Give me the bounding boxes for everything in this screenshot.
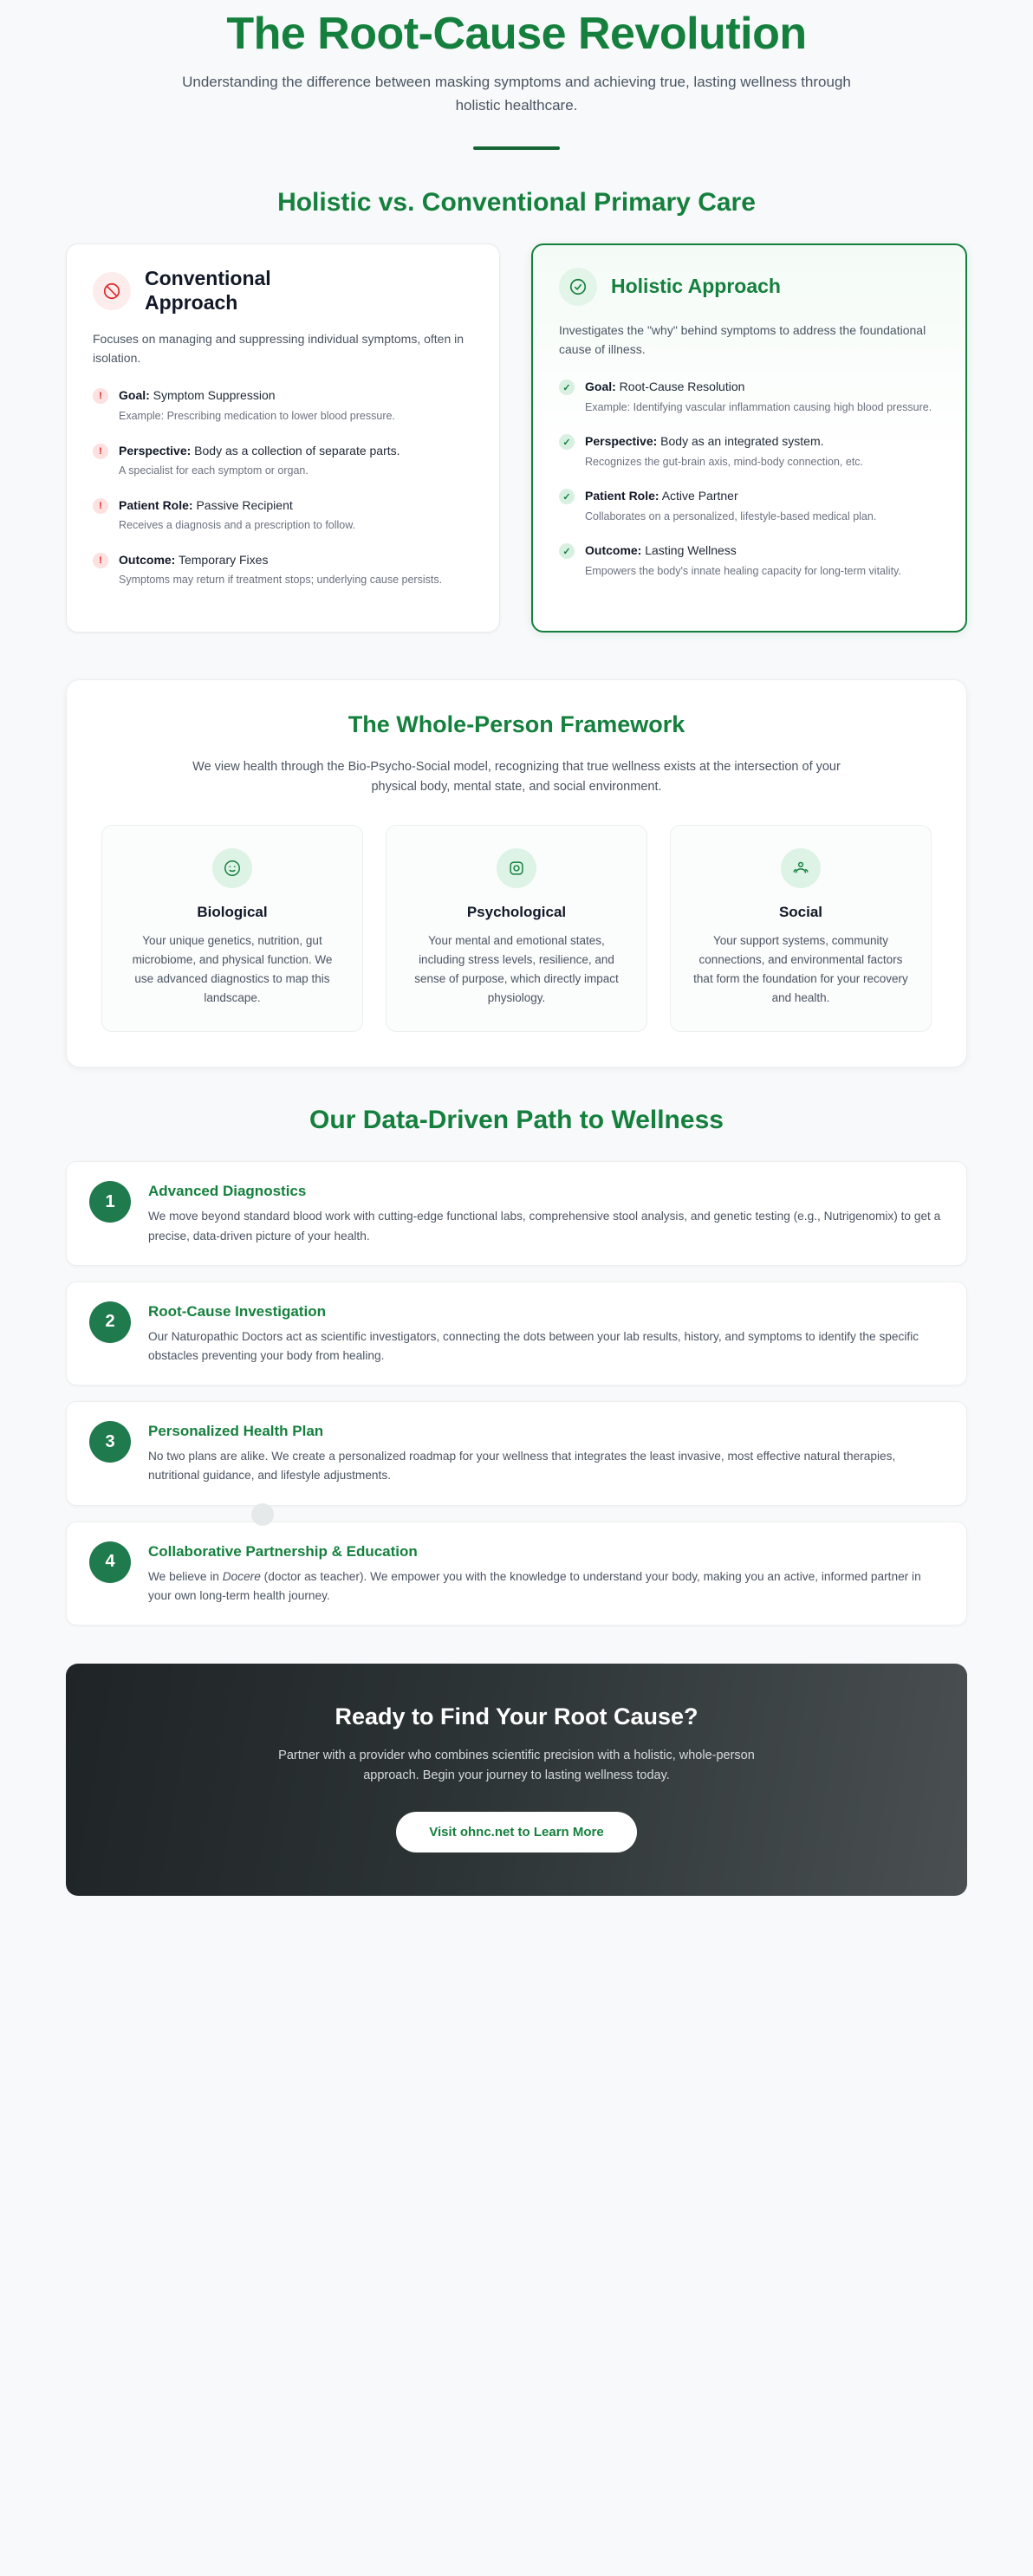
alert-icon: ! xyxy=(93,444,108,459)
step-text-after: (doctor as teacher). We empower you with the knowledge to understand your body, making you an active, informed partner in your own long-term health journey. xyxy=(148,1569,921,1602)
point-subtext: Recognizes the gut-brain axis, mind-body connection, etc. xyxy=(585,455,864,468)
point-value: Temporary Fixes xyxy=(178,552,269,567)
list-item xyxy=(559,542,939,579)
page-title: The Root-Cause Revolution xyxy=(226,9,807,59)
conventional-card-title: Conventional Approach xyxy=(145,266,271,314)
point-value: Active Partner xyxy=(661,489,738,503)
point-subtext: A specialist for each symptom or organ. xyxy=(119,464,309,477)
framework-panel xyxy=(66,679,967,1068)
decorative-dot xyxy=(251,1503,274,1526)
framework-column-text: Your support systems, community connections, and environmental factors that form the foundation for your recovery and health. xyxy=(693,934,908,1004)
list-item xyxy=(66,1522,967,1625)
point-value: Body as an integrated system. xyxy=(660,434,824,449)
framework-title: The Whole-Person Framework xyxy=(348,711,685,737)
list-item xyxy=(66,1282,967,1385)
holistic-card-intro: Investigates the "why" behind symptoms to address the foundational cause of illness. xyxy=(559,322,926,356)
path-heading: Our Data-Driven Path to Wellness xyxy=(309,1106,724,1135)
conventional-approach-card xyxy=(66,243,500,633)
step-number: 3 xyxy=(89,1421,131,1463)
comparison-cards xyxy=(66,243,967,633)
list-item xyxy=(93,496,473,534)
point-subtext: Receives a diagnosis and a prescription to follow. xyxy=(119,518,356,531)
holistic-card-header xyxy=(559,268,939,306)
list-item xyxy=(559,487,939,524)
alert-icon: ! xyxy=(93,388,108,404)
step-title: Root-Cause Investigation xyxy=(148,1302,326,1320)
point-label: Patient Role: xyxy=(585,489,659,503)
point-label: Outcome: xyxy=(119,552,176,567)
list-item xyxy=(559,378,939,415)
point-value: Lasting Wellness xyxy=(645,543,737,558)
holistic-approach-card xyxy=(531,243,967,633)
holistic-card-title: Holistic Approach xyxy=(611,275,781,298)
point-subtext: Collaborates on a personalized, lifestyle-based medical plan. xyxy=(585,509,877,522)
step-text-before: We believe in xyxy=(148,1569,223,1583)
point-label: Perspective: xyxy=(119,443,192,457)
brain-head-icon xyxy=(497,848,536,888)
step-text: No two plans are alike. We create a personalized roadmap for your wellness that integrates the least invasive, most effective natural therapies, nutritional guidance, and lifestyle adjustments. xyxy=(148,1450,896,1483)
point-label: Goal: xyxy=(585,380,616,394)
conventional-card-header xyxy=(93,267,473,315)
framework-column-biological xyxy=(101,825,363,1032)
list-item xyxy=(559,432,939,470)
list-item xyxy=(66,1161,967,1265)
smiley-face-icon xyxy=(212,848,252,888)
alert-icon: ! xyxy=(93,498,108,514)
point-value: Passive Recipient xyxy=(196,497,293,512)
check-icon: ✓ xyxy=(559,434,575,450)
point-value: Symptom Suppression xyxy=(153,388,276,403)
point-subtext: Example: Identifying vascular inflammation causing high blood pressure. xyxy=(585,400,932,413)
framework-column-text: Your mental and emotional states, including stress levels, resilience, and sense of purpose, which directly impact physiology. xyxy=(414,934,619,1004)
cta-text: Partner with a provider who combines scientific precision with a holistic, whole-person approach. Begin your journey to lasting wellness today. xyxy=(278,1748,755,1783)
step-title: Collaborative Partnership & Education xyxy=(148,1542,418,1560)
hero-subtitle: Understanding the difference between masking symptoms and achieving true, lasting wellness through holistic healthcare. xyxy=(182,74,851,114)
hero-section xyxy=(66,0,967,150)
point-label: Patient Role: xyxy=(119,497,193,512)
framework-columns xyxy=(101,825,932,1032)
point-label: Perspective: xyxy=(585,434,658,449)
step-title: Advanced Diagnostics xyxy=(148,1183,307,1200)
alert-icon: ! xyxy=(93,553,108,568)
step-title: Personalized Health Plan xyxy=(148,1423,324,1440)
framework-column-social xyxy=(670,825,932,1032)
framework-column-text: Your unique genetics, nutrition, gut microbiome, and physical function. We use advanced diagnostics to map this landscape. xyxy=(132,934,333,1004)
point-value: Root-Cause Resolution xyxy=(619,380,745,394)
cta-banner xyxy=(66,1664,967,1896)
check-icon: ✓ xyxy=(559,489,575,504)
point-subtext: Example: Prescribing medication to lower blood pressure. xyxy=(119,409,395,422)
framework-column-title: Social xyxy=(778,904,823,921)
cta-button[interactable]: Visit ohnc.net to Learn More xyxy=(396,1812,636,1853)
step-number: 1 xyxy=(89,1181,131,1223)
list-item xyxy=(93,442,473,479)
point-label: Outcome: xyxy=(585,543,642,558)
cta-title: Ready to Find Your Root Cause? xyxy=(335,1703,698,1729)
framework-column-psychological xyxy=(386,825,647,1032)
prohibited-icon xyxy=(93,272,131,310)
people-group-icon xyxy=(781,848,821,888)
list-item xyxy=(93,551,473,588)
framework-column-title: Psychological xyxy=(466,904,567,921)
step-text: We move beyond standard blood work with cutting-edge functional labs, comprehensive stool analysis, and genetic testing (e.g., Nutrigenomix) to get a precise, data-driven picture of your health. xyxy=(148,1210,941,1243)
point-label: Goal: xyxy=(119,388,150,403)
step-number: 2 xyxy=(89,1301,131,1343)
step-text xyxy=(148,1567,944,1606)
point-value: Body as a collection of separate parts. xyxy=(194,443,400,457)
framework-column-title: Biological xyxy=(197,904,268,921)
step-number: 4 xyxy=(89,1541,131,1583)
comparison-heading: Holistic vs. Conventional Primary Care xyxy=(277,187,756,217)
point-subtext: Empowers the body's innate healing capacity for long-term vitality. xyxy=(585,564,901,577)
list-item xyxy=(93,386,473,424)
point-subtext: Symptoms may return if treatment stops; underlying cause persists. xyxy=(119,573,443,586)
list-item xyxy=(66,1401,967,1505)
conventional-card-intro: Focuses on managing and suppressing individual symptoms, often in isolation. xyxy=(93,332,465,365)
step-text-italic: Docere xyxy=(222,1569,261,1583)
check-icon: ✓ xyxy=(559,380,575,395)
framework-lede: We view health through the Bio-Psycho-Social model, recognizing that true wellness exists at the intersection of your physical body, mental state, and social environment. xyxy=(192,759,841,794)
check-icon: ✓ xyxy=(559,543,575,559)
title-divider xyxy=(473,146,560,150)
steps-list xyxy=(66,1161,967,1625)
check-circle-icon xyxy=(559,268,597,306)
step-text: Our Naturopathic Doctors act as scientific investigators, connecting the dots between your lab results, history, and symptoms to identify the specific obstacles preventing your body from healing. xyxy=(148,1329,919,1363)
